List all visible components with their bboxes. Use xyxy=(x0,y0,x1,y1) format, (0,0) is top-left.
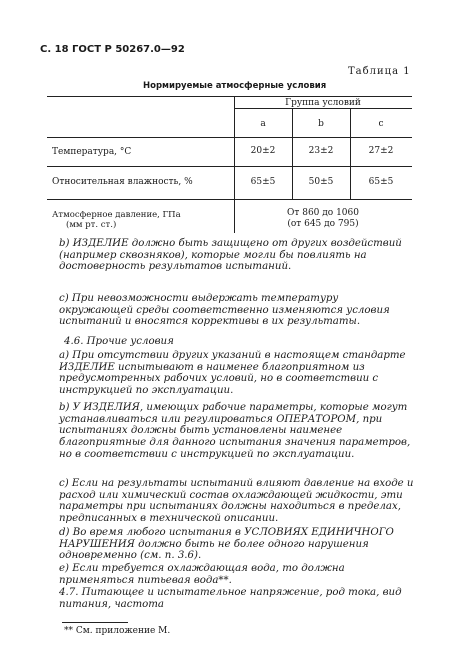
cell-temperature-b: 23±2 xyxy=(308,146,334,156)
cell-pressure-value-mmhg: (от 645 до 795) xyxy=(287,219,359,229)
column-header-b: b xyxy=(318,119,324,129)
footnote-divider xyxy=(62,622,128,623)
footnote: ** См. приложение М. xyxy=(64,626,171,636)
cell-humidity-c: 65±5 xyxy=(368,177,394,187)
cell-humidity-a: 65±5 xyxy=(250,177,276,187)
row-label-pressure: Атмосферное давление, ГПа xyxy=(52,210,181,220)
cell-temperature-a: 20±2 xyxy=(250,146,276,156)
table-title: Нормируемые атмосферные условия xyxy=(143,81,327,91)
row-label-humidity: Относительная влажность, % xyxy=(52,177,193,187)
paragraph-b-operating-parameters: b) У ИЗДЕЛИЯ, имеющих рабочие параметры, которые могут устанавливаться или регулироваться ОПЕРАТОРОМ, при испытаниях должны быть установлены наименее благоприятные для данного испытания значения параметров, но в соответствии с инструкцией по эксплуатации. xyxy=(59,402,411,460)
column-header-a: a xyxy=(260,119,266,129)
paragraph-a-other-indications: a) При отсутствии других указаний в настоящем стандарте ИЗДЕЛИЕ испытывают в наименее благоприятном из предусмотренных рабочих условий, но в соответствии с инструкцией по эксплуатации. xyxy=(59,350,406,397)
paragraph-c-coolant: c) Если на результаты испытаний влияют давление на входе и расход или химический состав охлаждающей жидкости, эти параметры при испытаниях должны находиться в пределах, предписанных в технической описании. xyxy=(59,478,414,525)
column-header-c: c xyxy=(378,119,384,129)
page-header: С. 18 ГОСТ Р 50267.0—92 xyxy=(40,44,185,55)
group-header: Группа условий xyxy=(285,98,361,108)
cell-humidity-b: 50±5 xyxy=(308,177,334,187)
table-label: Таблица 1 xyxy=(348,66,411,77)
paragraph-4-7-heading: 4.7. Питающее и испытательное напряжение, род тока, вид питания, частота xyxy=(59,587,402,610)
paragraph-4-6-heading: 4.6. Прочие условия xyxy=(64,336,174,347)
paragraph-d-single-fault: d) Во время любого испытания в УСЛОВИЯХ ЕДИНИЧНОГО НАРУШЕНИЯ должно быть не более одного нарушения одновременно (см. п. 3.6). xyxy=(59,527,394,562)
cell-temperature-c: 27±2 xyxy=(368,146,394,156)
paragraph-c-temperature: c) При невозможности выдержать температуру окружающей среды соответственно изменяются условия испытаний и вносятся коррективы в их результаты. xyxy=(59,293,390,328)
row-label-temperature: Температура, °С xyxy=(52,147,132,157)
row-label-pressure-unit: (мм рт. ст.) xyxy=(66,220,117,230)
cell-pressure-value: От 860 до 1060 xyxy=(287,208,359,218)
paragraph-b-protection: b) ИЗДЕЛИЕ должно быть защищено от других воздействий (например сквозняков), которые могли бы повлиять на достоверность результатов испытаний. xyxy=(59,238,402,273)
paragraph-e-cooling-water: e) Если требуется охлаждающая вода, то должна применяться питьевая вода**. xyxy=(59,563,345,586)
